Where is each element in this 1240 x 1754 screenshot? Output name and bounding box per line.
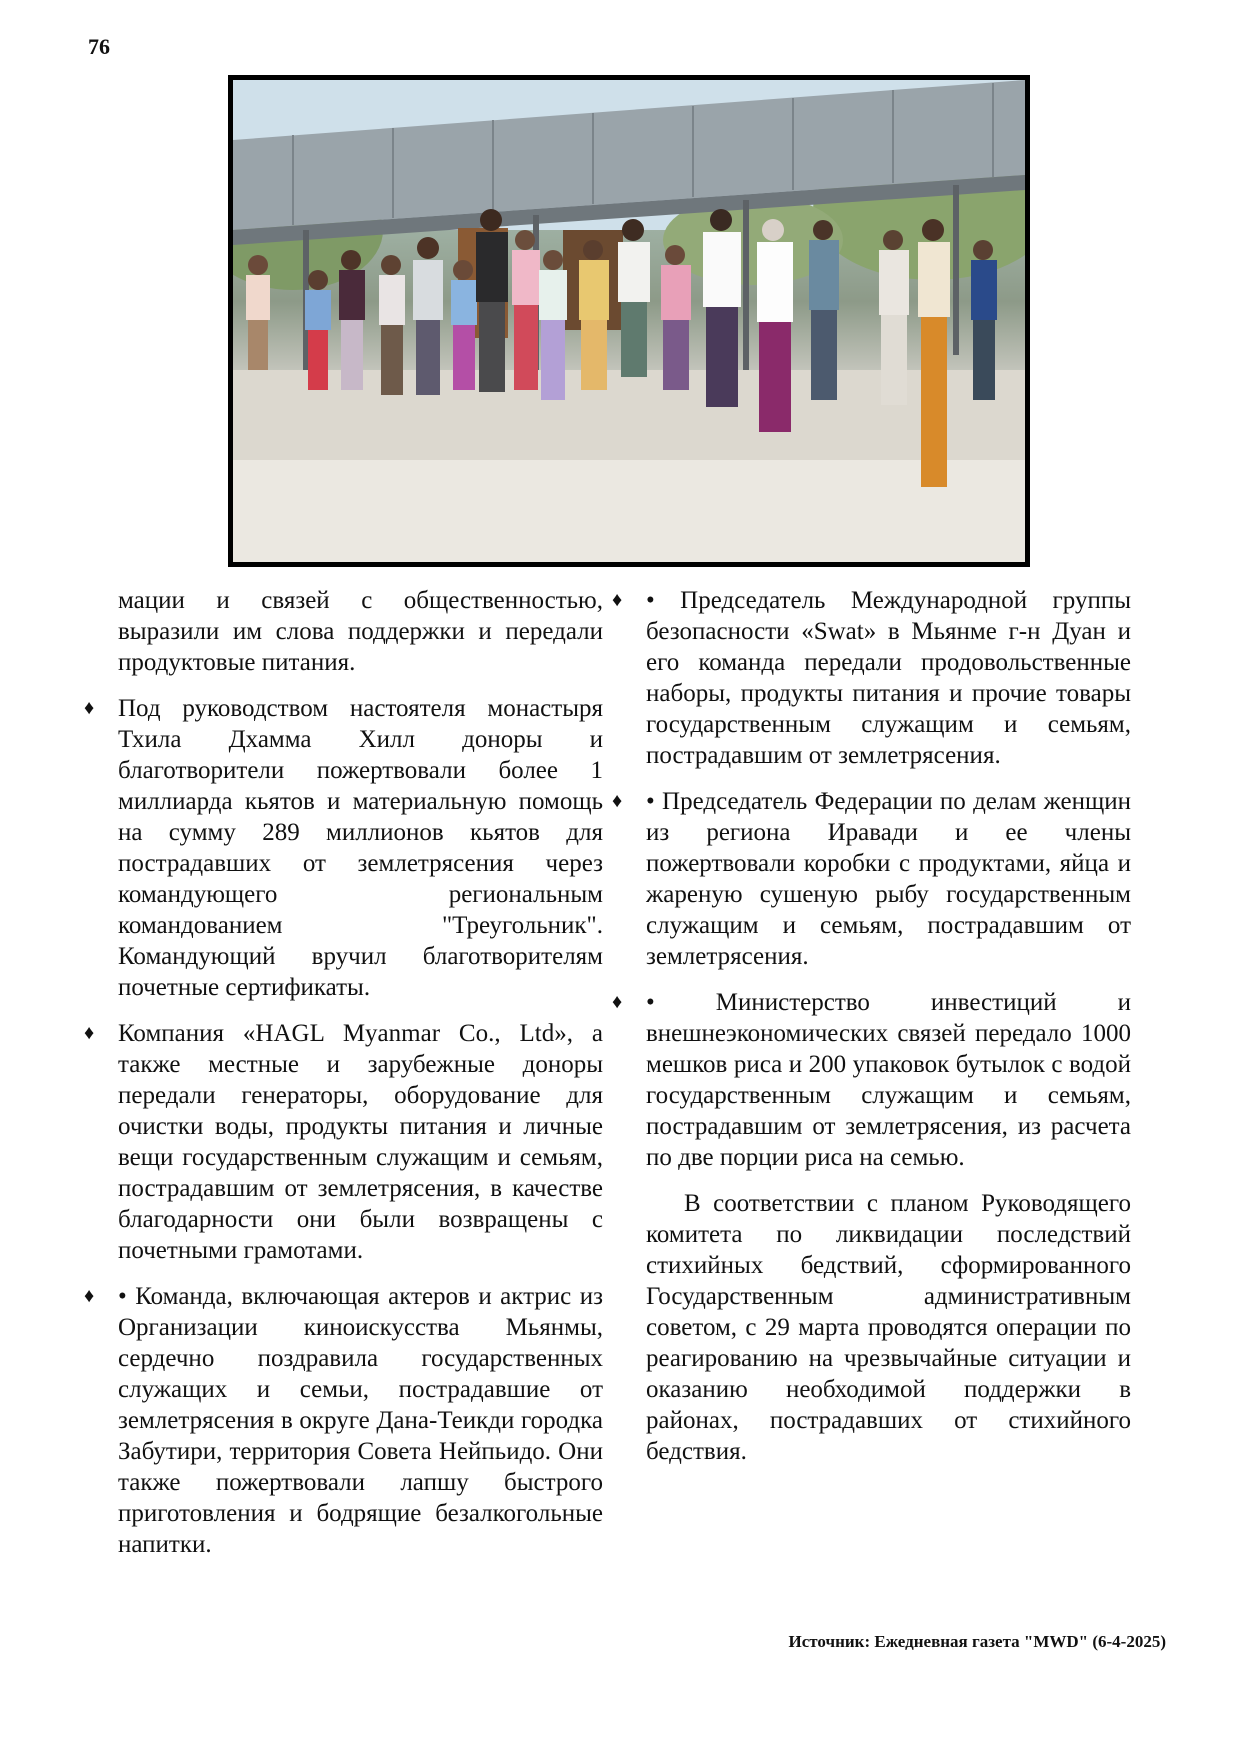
diamond-bullet-icon: ♦ (84, 697, 95, 719)
source-credit: Источник: Ежедневная газета "MWD" (6-4-2025) (788, 1632, 1166, 1651)
diamond-bullet-icon: ♦ (612, 991, 623, 1013)
continuation-paragraph: мации и связей с общественностью, выразили им слова поддержки и передали продуктовые питания. (118, 587, 603, 676)
list-item (612, 786, 1131, 972)
left-column (84, 585, 603, 1575)
list-item-text: • Председатель Федерации по делам женщин из региона Иравади и ее члены пожертвовали коробки с продуктами, яйца и жареную сушеную рыбу государственным служащим и семьям, пострадавшим от землетрясения. (646, 788, 1131, 970)
list-item-text: • Министерство инвестиций и внешнеэкономических связей передало 1000 мешков риса и 200 упаковок бутылок с водой государственным служащим и семьям, пострадавшим от землетрясения, из расчета по две порции риса на семью. (646, 989, 1131, 1171)
list-item (84, 1281, 603, 1560)
diamond-bullet-icon: ♦ (84, 1022, 95, 1044)
list-item-text: • Команда, включающая актеров и актрис из Организации киноискусства Мьянмы, сердечно поздравила государственных служащих и семьи, пострадавшие от землетрясения в округе Дана-Теикди городка Забутири, территория Совета Нейпьидо. Они также пожертвовали лапшу быстрого приготовления и бодрящие безалкогольные напитки. (118, 1283, 603, 1558)
diamond-bullet-icon: ♦ (612, 790, 623, 812)
list-item-text: Компания «HAGL Myanmar Co., Ltd», а также местные и зарубежные доноры передали генераторы, оборудование для очистки воды, продукты питания и личные вещи государственным служащим и семьям, пострадавшим от землетрясения, в качестве благодарности они были возвращены с почетными грамотами. (118, 1020, 603, 1264)
photo-illustration (233, 80, 1025, 562)
diamond-bullet-icon: ♦ (84, 1285, 95, 1307)
list-item-text: • Председатель Международной группы безопасности «Swat» в Мьянме г-н Дуан и его команда передали продовольственные наборы, продукты питания и прочие товары государственным служащим и семьям, пострадавшим от землетрясения. (646, 587, 1131, 769)
closing-paragraph: В соответствии с планом Руководящего комитета по ликвидации последствий стихийных бедствий, сформированного Государственным административным советом, с 29 марта проводятся операции по реагированию на чрезвычайные ситуации и оказанию необходимой поддержки в районах, пострадавших от стихийного бедствия. (646, 1190, 1131, 1465)
list-item (84, 693, 603, 1003)
list-item (612, 987, 1131, 1173)
list-item (612, 585, 1131, 771)
page-number: 76 (88, 34, 110, 59)
news-photo (228, 75, 1030, 567)
list-item (84, 1018, 603, 1266)
right-column (612, 585, 1131, 1482)
list-item-text: Под руководством настоятеля монастыря Тхила Дхамма Хилл доноры и благотворители пожертвовали более 1 миллиарда кьятов и материальную помощь на сумму 289 миллионов кьятов для пострадавших от землетрясения через командующего региональным командованием "Треугольник". Командующий вручил благотворителям почетные сертификаты. (118, 695, 603, 1001)
diamond-bullet-icon: ♦ (612, 589, 623, 611)
